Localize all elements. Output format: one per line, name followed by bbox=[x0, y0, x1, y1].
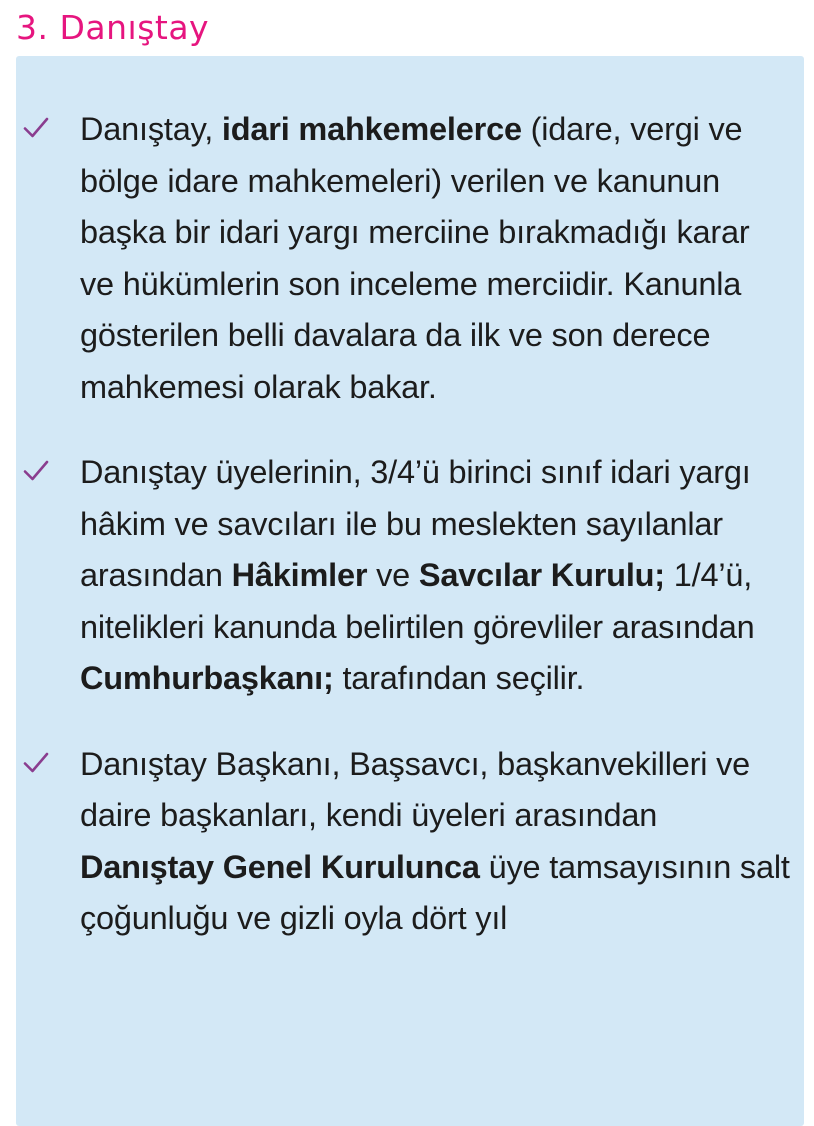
text-segment: (idare, vergi ve bölge idare mahkemeleri) verilen ve kanunun başka bir idari yargı merciine bırakmadığı karar ve hükümlerin son inceleme merciidir. Kanunla gösterilen belli davalara da ilk ve son derece mahkemesi olarak bakar. bbox=[80, 111, 750, 405]
bold-text: Danıştay Genel Kurulunca bbox=[80, 848, 480, 885]
text-segment: ve bbox=[367, 557, 419, 593]
list-item-text bbox=[80, 739, 790, 945]
bold-text: idari mahkemelerce bbox=[221, 111, 522, 147]
text-segment: Danıştay Başkanı, Başsavcı, başkanvekilleri ve daire başkanları, kendi üyeleri arasından bbox=[80, 745, 750, 833]
check-icon bbox=[23, 116, 49, 140]
list-item bbox=[16, 104, 804, 413]
bold-text: Cumhurbaşkanı; bbox=[80, 660, 334, 696]
text-segment: Danıştay, bbox=[80, 111, 222, 147]
list-item bbox=[16, 739, 804, 945]
list-item-text bbox=[80, 104, 790, 413]
text-segment: tarafından seçilir. bbox=[333, 660, 585, 696]
bold-text: Hâkimler bbox=[231, 557, 368, 593]
bullet-list bbox=[16, 104, 804, 979]
text-segment: 1/4’ü, nitelikleri kanunda belirtilen görevliler arasından bbox=[80, 557, 755, 645]
info-panel bbox=[16, 56, 804, 1126]
text-segment: Danıştay üyelerinin, 3/4’ü birinci sınıf idari yargı hâkim ve savcıları ile bu meslekten sayılanlar arasından bbox=[80, 454, 751, 593]
check-icon bbox=[23, 751, 49, 775]
text-segment: üye tamsayısının salt çoğunluğu ve gizli oyla dört yıl bbox=[80, 848, 790, 936]
bold-text: Savcılar Kurulu; bbox=[418, 557, 665, 593]
section-heading: 3. Danıştay bbox=[16, 8, 210, 47]
check-icon bbox=[23, 459, 49, 483]
list-item-text bbox=[80, 447, 790, 705]
list-item bbox=[16, 447, 804, 705]
